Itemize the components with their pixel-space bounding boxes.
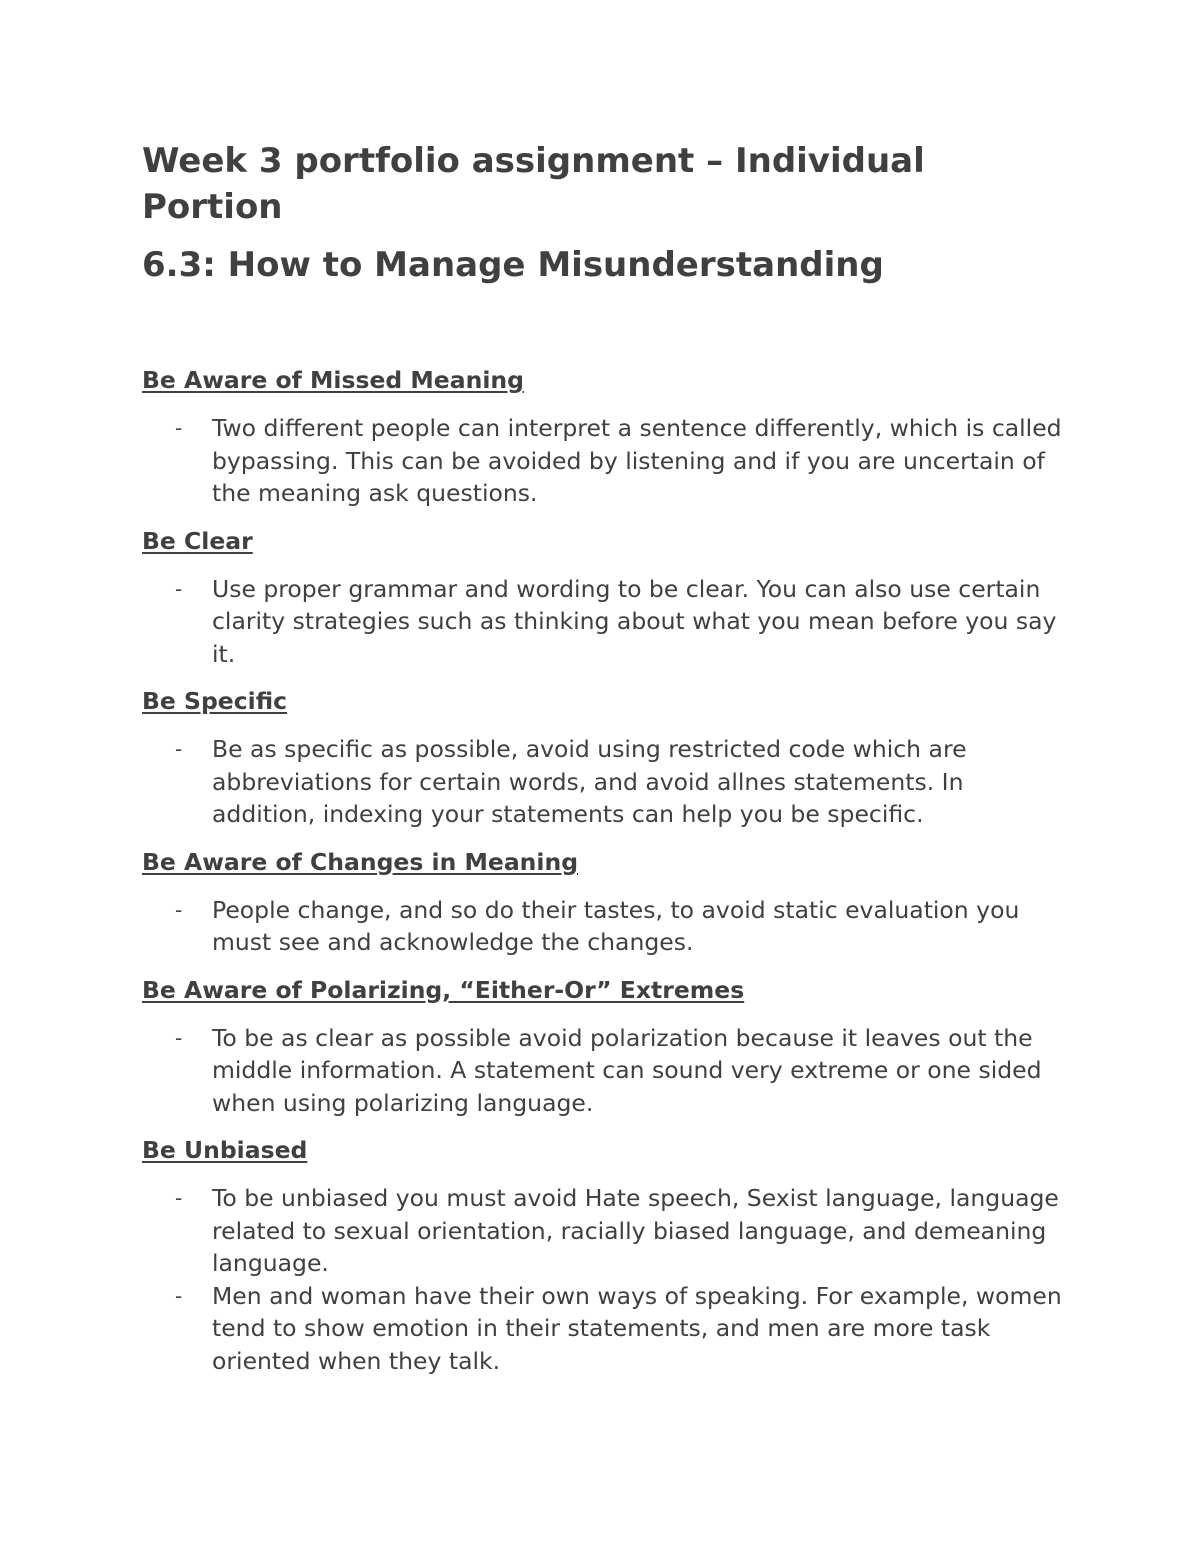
bullet-item [142,894,1072,959]
section [142,1134,1072,1377]
section-heading: Be Aware of Changes in Meaning [142,847,579,876]
bullet-dash-icon: - [175,1283,183,1308]
section-heading: Be Clear [142,526,253,555]
document-subtitle: 6.3: How to Manage Misunderstanding [142,245,884,285]
section [142,525,1072,671]
bullet-text: Use proper grammar and wording to be clear. You can also use certain clarity strategies such as thinking about what you mean before you say it. [212,574,1057,668]
section [142,685,1072,831]
section [142,364,1072,510]
bullet-text: Be as specific as possible, avoid using restricted code which are abbreviations for certain words, and avoid allnes statements. In addition, indexing your statements can help you be specific. [212,735,967,828]
bullet-text: To be as clear as possible avoid polarization because it leaves out the middle information. A statement can sound very extreme or one sided when using polarizing language. [212,1023,1042,1117]
bullet-dash-icon: - [175,576,183,601]
section-heading: Be Unbiased [142,1136,308,1164]
bullet-list [142,573,1072,671]
section-heading: Be Specific [142,687,288,715]
bullet-list [142,733,1072,831]
bullet-list [142,412,1072,510]
bullet-dash-icon: - [175,897,183,922]
bullet-dash-icon: - [175,1186,183,1210]
bullet-list [142,894,1072,959]
bullet-item [142,733,1072,831]
bullet-item [142,1280,1072,1378]
bullet-item [142,412,1072,510]
bullet-text: Men and woman have their own ways of speaking. For example, women tend to show emotion in their statements, and men are more task oriented when they talk. [212,1281,1062,1375]
bullet-text: To be unbiased you must avoid Hate speech, Sexist language, language related to sexual orientation, racially biased language, and demeaning language. [212,1184,1059,1277]
bullet-text: Two different people can interpret a sentence differently, which is called bypassing. This can be avoided by listening and if you are uncertain of the meaning ask questions. [212,414,1062,507]
bullet-dash-icon: - [175,737,183,761]
section-heading: Be Aware of Polarizing, “Either-Or” Extremes [142,975,745,1004]
bullet-item [142,1182,1072,1280]
bullet-item [142,1022,1072,1120]
bullet-text: People change, and so do their tastes, to avoid static evaluation you must see and acknowledge the changes. [212,895,1020,956]
bullet-dash-icon: - [175,416,183,440]
bullet-dash-icon: - [175,1025,183,1050]
section [142,974,1072,1120]
document-title: Week 3 portfolio assignment – Individual Portion [142,141,925,227]
sections-container [142,364,1072,1392]
section [142,846,1072,959]
bullet-item [142,573,1072,671]
bullet-list [142,1182,1072,1377]
bullet-list [142,1022,1072,1120]
section-heading: Be Aware of Missed Meaning [142,366,524,394]
